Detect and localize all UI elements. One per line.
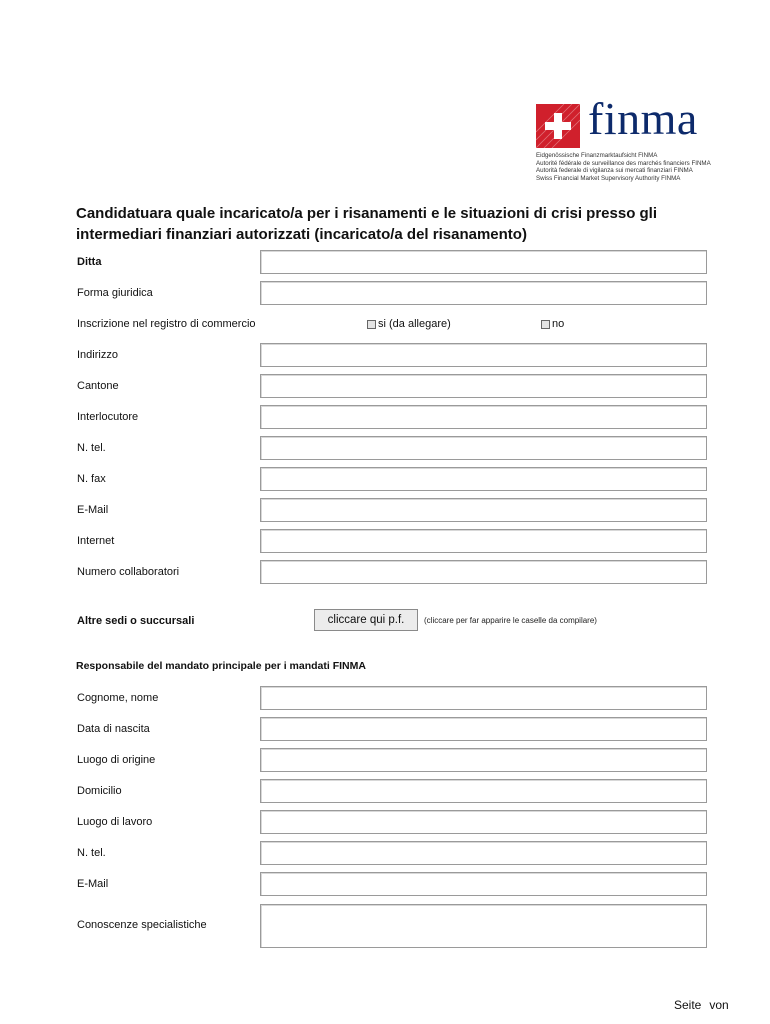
label-resp-tel: N. tel. — [77, 847, 106, 859]
add-branches-button[interactable]: cliccare qui p.f. — [314, 609, 418, 631]
registro-yes-checkbox[interactable] — [367, 320, 376, 329]
footer-seite: Seite — [674, 998, 702, 1012]
finma-logo — [536, 93, 736, 184]
section-title-responsabile: Responsabile del mandato principale per i mandati FINMA — [76, 660, 366, 672]
cantone-field[interactable] — [260, 374, 707, 398]
registro-yes-label: si (da allegare) — [378, 318, 451, 330]
data-nascita-field[interactable] — [260, 717, 707, 741]
cognome-field[interactable] — [260, 686, 707, 710]
tel-field[interactable] — [260, 436, 707, 460]
branches-hint: (cliccare per far apparire le caselle da compilare) — [424, 616, 597, 625]
logo-subtitle-line: Eidgenössische Finanzmarktaufsicht FINMA — [536, 152, 658, 159]
internet-field[interactable] — [260, 529, 707, 553]
resp-email-field[interactable] — [260, 872, 707, 896]
luogo-lavoro-field[interactable] — [260, 810, 707, 834]
label-cognome: Cognome, nome — [77, 692, 159, 704]
label-tel: N. tel. — [77, 442, 106, 454]
registro-no-checkbox[interactable] — [541, 320, 550, 329]
luogo-origine-field[interactable] — [260, 748, 707, 772]
label-indirizzo: Indirizzo — [77, 349, 118, 361]
resp-tel-field[interactable] — [260, 841, 707, 865]
logo-subtitle-line: Swiss Financial Market Supervisory Authority FINMA — [536, 174, 681, 182]
label-collaboratori: Numero collaboratori — [77, 566, 180, 578]
logo-subtitle-line: Autorità federale di vigilanza sui mercati finanziari FINMA — [536, 167, 693, 175]
swiss-cross-icon — [536, 104, 580, 148]
registro-no-label: no — [552, 318, 565, 330]
domicilio-field[interactable] — [260, 779, 707, 803]
email-field[interactable] — [260, 498, 707, 522]
page-footer — [674, 998, 729, 1012]
logo-subtitle — [536, 152, 736, 182]
label-cantone: Cantone — [77, 380, 119, 392]
collaboratori-field[interactable] — [260, 560, 707, 584]
fax-field[interactable] — [260, 467, 707, 491]
label-interlocutore: Interlocutore — [77, 411, 139, 423]
label-domicilio: Domicilio — [77, 785, 122, 797]
label-conoscenze: Conoscenze specialistiche — [77, 919, 207, 931]
label-luogo-lavoro: Luogo di lavoro — [77, 816, 153, 828]
label-luogo-origine: Luogo di origine — [77, 754, 156, 766]
label-internet: Internet — [77, 535, 115, 547]
conoscenze-textarea[interactable] — [260, 904, 707, 948]
indirizzo-field[interactable] — [260, 343, 707, 367]
label-forma-giuridica: Forma giuridica — [77, 287, 153, 299]
label-fax: N. fax — [77, 473, 106, 485]
label-ditta: Ditta — [77, 256, 102, 268]
form-title: Candidatuara quale incaricato/a per i risanamenti e le situazioni di crisi presso gli intermediari finanziari autorizzati (incaricato/a del risanamento) — [76, 205, 658, 243]
finma-wordmark: finma — [588, 93, 698, 144]
label-altre-sedi: Altre sedi o succursali — [77, 615, 195, 627]
label-registro-commercio: Inscrizione nel registro di commercio — [77, 318, 256, 330]
interlocutore-field[interactable] — [260, 405, 707, 429]
label-data-nascita: Data di nascita — [77, 723, 150, 735]
label-email: E-Mail — [77, 504, 109, 516]
logo-subtitle-line: Autorité fédérale de surveillance des marchés financiers FINMA — [536, 159, 711, 167]
label-resp-email: E-Mail — [77, 878, 109, 890]
forma-giuridica-field[interactable] — [260, 281, 707, 305]
registro-no-option[interactable] — [541, 318, 564, 330]
footer-von: von — [709, 998, 729, 1012]
ditta-field[interactable] — [260, 250, 707, 274]
registro-yes-option[interactable] — [367, 318, 451, 330]
